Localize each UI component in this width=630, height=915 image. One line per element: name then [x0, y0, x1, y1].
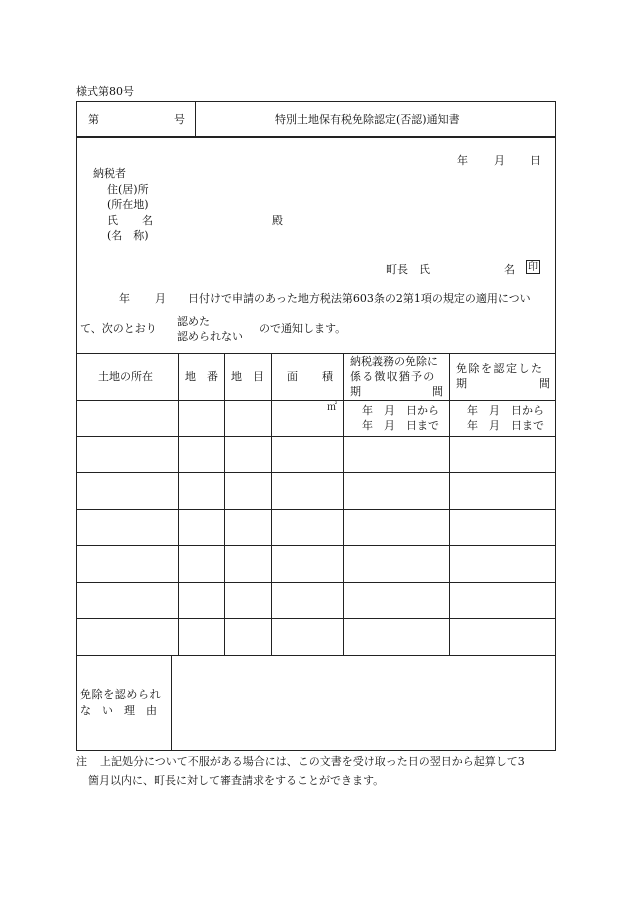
- notice-year: 年: [119, 292, 130, 305]
- notice-line-1: 日付けで申請のあった地方税法第603条の2第1項の規定の適用につい: [188, 292, 531, 305]
- taxpayer-address: 住(居)所: [107, 183, 149, 196]
- seal-mark: 印: [528, 262, 538, 273]
- row-line: [76, 618, 556, 619]
- note-line-2: 箇月以内に、町長に対して審査請求をすることができます。: [88, 774, 385, 787]
- taxpayer-address-alt: (所在地): [107, 198, 149, 211]
- exemption-from: 年 月 日から: [467, 404, 544, 417]
- col-header-location: 土地の所在: [98, 370, 153, 383]
- col-header-deferral-1: 納税義務の免除に: [350, 355, 438, 368]
- mayor-name-char: 名: [504, 263, 515, 276]
- row-line: [76, 472, 556, 473]
- date-month: 月: [494, 154, 505, 167]
- number-prefix: 第: [88, 113, 99, 126]
- reason-label-2: な い 理 由: [80, 704, 157, 717]
- reason-divider: [171, 655, 172, 751]
- option-denied: 認められない: [177, 330, 243, 343]
- date-year: 年: [457, 154, 468, 167]
- col-header-area-2: 積: [322, 370, 333, 383]
- col-header-exemption-2a: 期: [456, 377, 467, 390]
- col-header-area-1: 面: [287, 370, 298, 383]
- notice-line-2-suffix: ので通知します。: [259, 322, 347, 335]
- col-header-exemption-1: 免除を認定した: [456, 362, 544, 375]
- col-line: [178, 353, 179, 655]
- honorific: 殿: [272, 214, 283, 227]
- deferral-from: 年 月 日から: [362, 404, 439, 417]
- row-line: [76, 582, 556, 583]
- col-header-deferral-3a: 期: [350, 385, 361, 398]
- col-header-deferral-3b: 間: [432, 385, 443, 398]
- header-divider: [195, 101, 196, 137]
- row-line: [76, 509, 556, 510]
- table-top-line: [76, 353, 556, 354]
- col-header-category: 地 目: [231, 370, 264, 383]
- table-bottom-line: [76, 655, 556, 656]
- taxpayer-label: 納税者: [93, 167, 126, 180]
- col-line: [224, 353, 225, 655]
- col-header-deferral-2: 係る徴収猶予の: [350, 370, 436, 383]
- row-line: [76, 436, 556, 437]
- col-line: [449, 353, 450, 655]
- col-line: [343, 353, 344, 655]
- col-header-exemption-2b: 間: [539, 377, 550, 390]
- col-header-lot: 地 番: [185, 370, 218, 383]
- note-marker: 注: [76, 755, 87, 768]
- taxpayer-name-1: 氏: [107, 214, 118, 227]
- notice-line-2-prefix: て、次のとおり: [80, 322, 157, 335]
- notice-month: 月: [155, 292, 166, 305]
- table-header-line: [76, 400, 556, 401]
- col-line: [271, 353, 272, 655]
- note-line-1: 上記処分について不服がある場合には、この文書を受け取った日の翌日から起算して3: [100, 755, 525, 768]
- date-day: 日: [530, 154, 541, 167]
- option-approved: 認めた: [177, 315, 210, 328]
- form-number: 様式第80号: [76, 85, 134, 98]
- exemption-to: 年 月 日まで: [467, 419, 544, 432]
- row-line: [76, 545, 556, 546]
- mayor-title: 町長 氏: [386, 263, 430, 276]
- area-unit: ㎡: [327, 402, 337, 413]
- taxpayer-name-2: 名: [142, 214, 153, 227]
- deferral-to: 年 月 日まで: [362, 419, 439, 432]
- reason-label-1: 免除を認められ: [80, 688, 162, 701]
- taxpayer-name-alt: (名 称): [107, 229, 149, 242]
- document-title: 特別土地保有税免除認定(否認)通知書: [275, 113, 460, 126]
- number-suffix: 号: [174, 113, 185, 126]
